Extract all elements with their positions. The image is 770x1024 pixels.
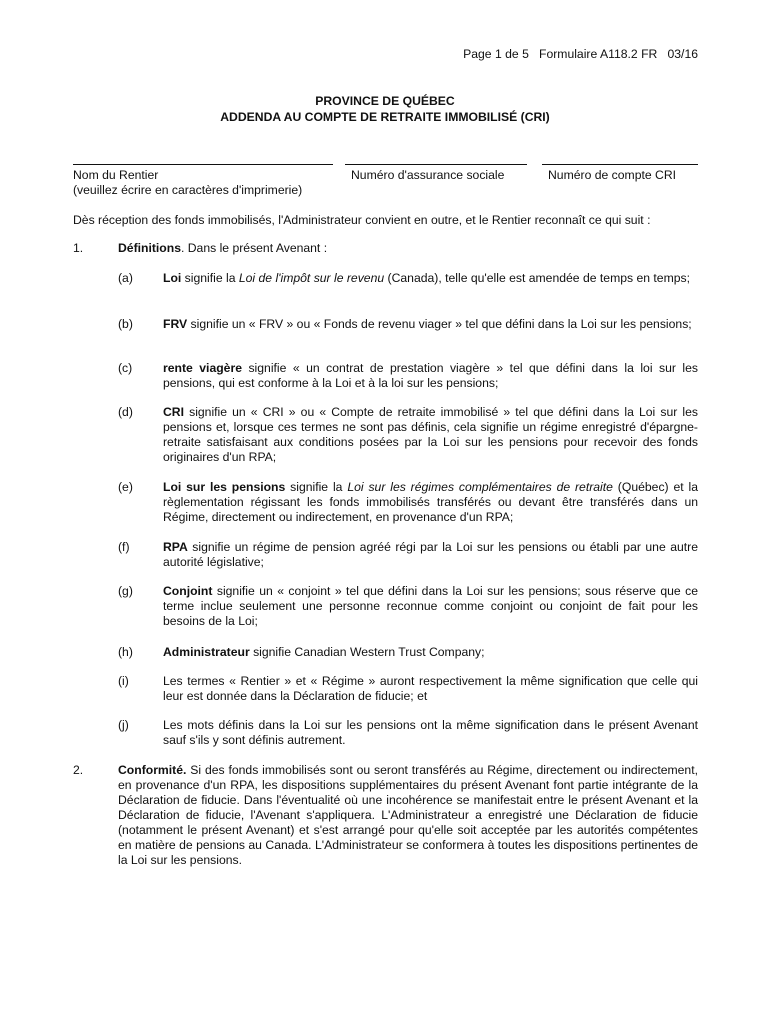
- section-number: 2.: [73, 763, 84, 777]
- item-letter: (d): [118, 405, 133, 419]
- item-text: [163, 317, 698, 332]
- item-text: Les mots définis dans la Loi sur les pensions ont la même signification dans le présent Avenant sauf s'ils y sont définis autrement.: [163, 718, 698, 747]
- item-letter: (e): [118, 480, 133, 494]
- item-text-body: signifie un régime de pension agréé régi par la Loi sur les pensions ou établi par une autre autorité législative;: [163, 540, 698, 569]
- item-term: FRV: [163, 317, 188, 331]
- section-heading: [118, 241, 698, 256]
- page-header: [463, 47, 698, 62]
- section-number: 1.: [73, 241, 84, 255]
- item-text-body: signifie Canadian Western Trust Company;: [249, 645, 485, 659]
- account-label: Numéro de compte CRI: [548, 168, 677, 182]
- section-lead: . Dans le présent Avenant :: [180, 241, 328, 255]
- item-text-body: signifie « un contrat de prestation viagère » tel que défini dans la loi sur les pensions, qui est conforme à la Loi et à la loi sur les pensions;: [163, 361, 699, 390]
- form-number: Formulaire A118.2 FR: [539, 47, 658, 61]
- item-letter: (j): [118, 718, 129, 732]
- item-term: rente viagère: [163, 361, 242, 375]
- sin-field[interactable]: [345, 150, 527, 183]
- item-text-body: signifie un « FRV » ou « Fonds de revenu viager » tel que défini dans la Loi sur les pensions;: [187, 317, 692, 331]
- item-text: [163, 405, 698, 465]
- account-field[interactable]: [542, 150, 698, 183]
- account-line[interactable]: [542, 150, 698, 165]
- item-text: [163, 645, 698, 660]
- section-title: Définitions: [118, 241, 181, 255]
- name-line[interactable]: [73, 150, 333, 165]
- title-province: PROVINCE DE QUÉBEC: [315, 94, 455, 108]
- page-number: Page 1 de 5: [463, 47, 529, 61]
- item-term: Conjoint: [163, 584, 213, 598]
- item-text: [163, 480, 698, 525]
- sin-line[interactable]: [345, 150, 527, 165]
- form-date: 03/16: [667, 47, 698, 61]
- item-letter: (c): [118, 361, 133, 375]
- item-term: CRI: [163, 405, 184, 419]
- name-field[interactable]: [73, 150, 333, 198]
- item-term: RPA: [163, 540, 188, 554]
- item-text-body: signifie un « conjoint » tel que défini dans la Loi sur les pensions; sous réserve que ce terme inclue seulement une personne reconnue comme conjoint ou conjoint de fait pour les besoins de la Loi;: [163, 584, 698, 628]
- title-addenda: ADDENDA AU COMPTE DE RETRAITE IMMOBILISÉ (CRI): [220, 110, 550, 124]
- item-text: [163, 361, 698, 391]
- item-letter: (i): [118, 674, 129, 688]
- item-text-post: (Québec) et la règlementation régissant les fonds immobilisés transférés ou devant être transférés dans un Régime, directement ou indirectement, en provenance d'un RPA;: [163, 480, 698, 524]
- item-letter: (a): [118, 271, 133, 285]
- item-text: [163, 271, 698, 286]
- section-text: Si des fonds immobilisés sont ou seront transférés au Régime, directement ou indirectement, en provenance d'un RPA, les dispositions supplémentaires du présent Avenant font partie intégrante de la Déclaration de fiducie. Dans l'éventualité où une incohérence se manifestait entre le présent Avenant et la Déclaration de fiducie, l'Avenant s'appliquera. L'Administrateur a enregistré une Déclaration de fiducie (notamment le présent Avenant) et s'est arrangé pour qu'elle soit acceptée par les autorités compétentes en matière de pensions au Canada. L'Administrateur se conformera à toutes les dispositions pertinentes de la Loi sur les pensions.: [118, 763, 698, 867]
- item-law-title: Loi de l'impôt sur le revenu: [238, 271, 385, 285]
- intro-paragraph: Dès réception des fonds immobilisés, l'Administrateur convient en outre, et le Rentier reconnaît ce qui suit :: [73, 213, 651, 227]
- item-letter: (h): [118, 645, 133, 659]
- item-text: [163, 540, 698, 570]
- item-letter: (b): [118, 317, 133, 331]
- item-law-title: Loi sur les régimes complémentaires de retraite: [347, 480, 613, 494]
- section-body: [118, 763, 698, 868]
- name-hint: (veuillez écrire en caractères d'imprimerie): [73, 183, 303, 197]
- item-text: [163, 584, 698, 629]
- name-label: Nom du Rentier: [73, 168, 159, 182]
- sin-label: Numéro d'assurance sociale: [351, 168, 505, 182]
- identification-fields: [73, 150, 698, 200]
- document-title: [0, 93, 770, 125]
- item-term: Loi: [163, 271, 182, 285]
- item-text-body: signifie un « CRI » ou « Compte de retraite immobilisé » tel que défini dans la Loi sur les pensions et, lorsque ces termes ne sont pas définis, cela signifie un régime enregistré d'épargne-retraite satisfaisant aux conditions posées par la Loi sur les pensions pour recevoir des fonds originaires d'un RPA;: [163, 405, 698, 464]
- item-text: Les termes « Rentier » et « Régime » auront respectivement la même signification que celle qui leur est donnée dans la Déclaration de fiducie; et: [163, 674, 698, 703]
- item-text-pre: signifie la: [181, 271, 239, 285]
- item-text-pre: signifie la: [285, 480, 348, 494]
- item-term: Administrateur: [163, 645, 250, 659]
- item-term: Loi sur les pensions: [163, 480, 286, 494]
- item-letter: (f): [118, 540, 130, 554]
- item-text-post: (Canada), telle qu'elle est amendée de temps en temps;: [384, 271, 690, 285]
- section-title: Conformité.: [118, 763, 187, 777]
- item-letter: (g): [118, 584, 133, 598]
